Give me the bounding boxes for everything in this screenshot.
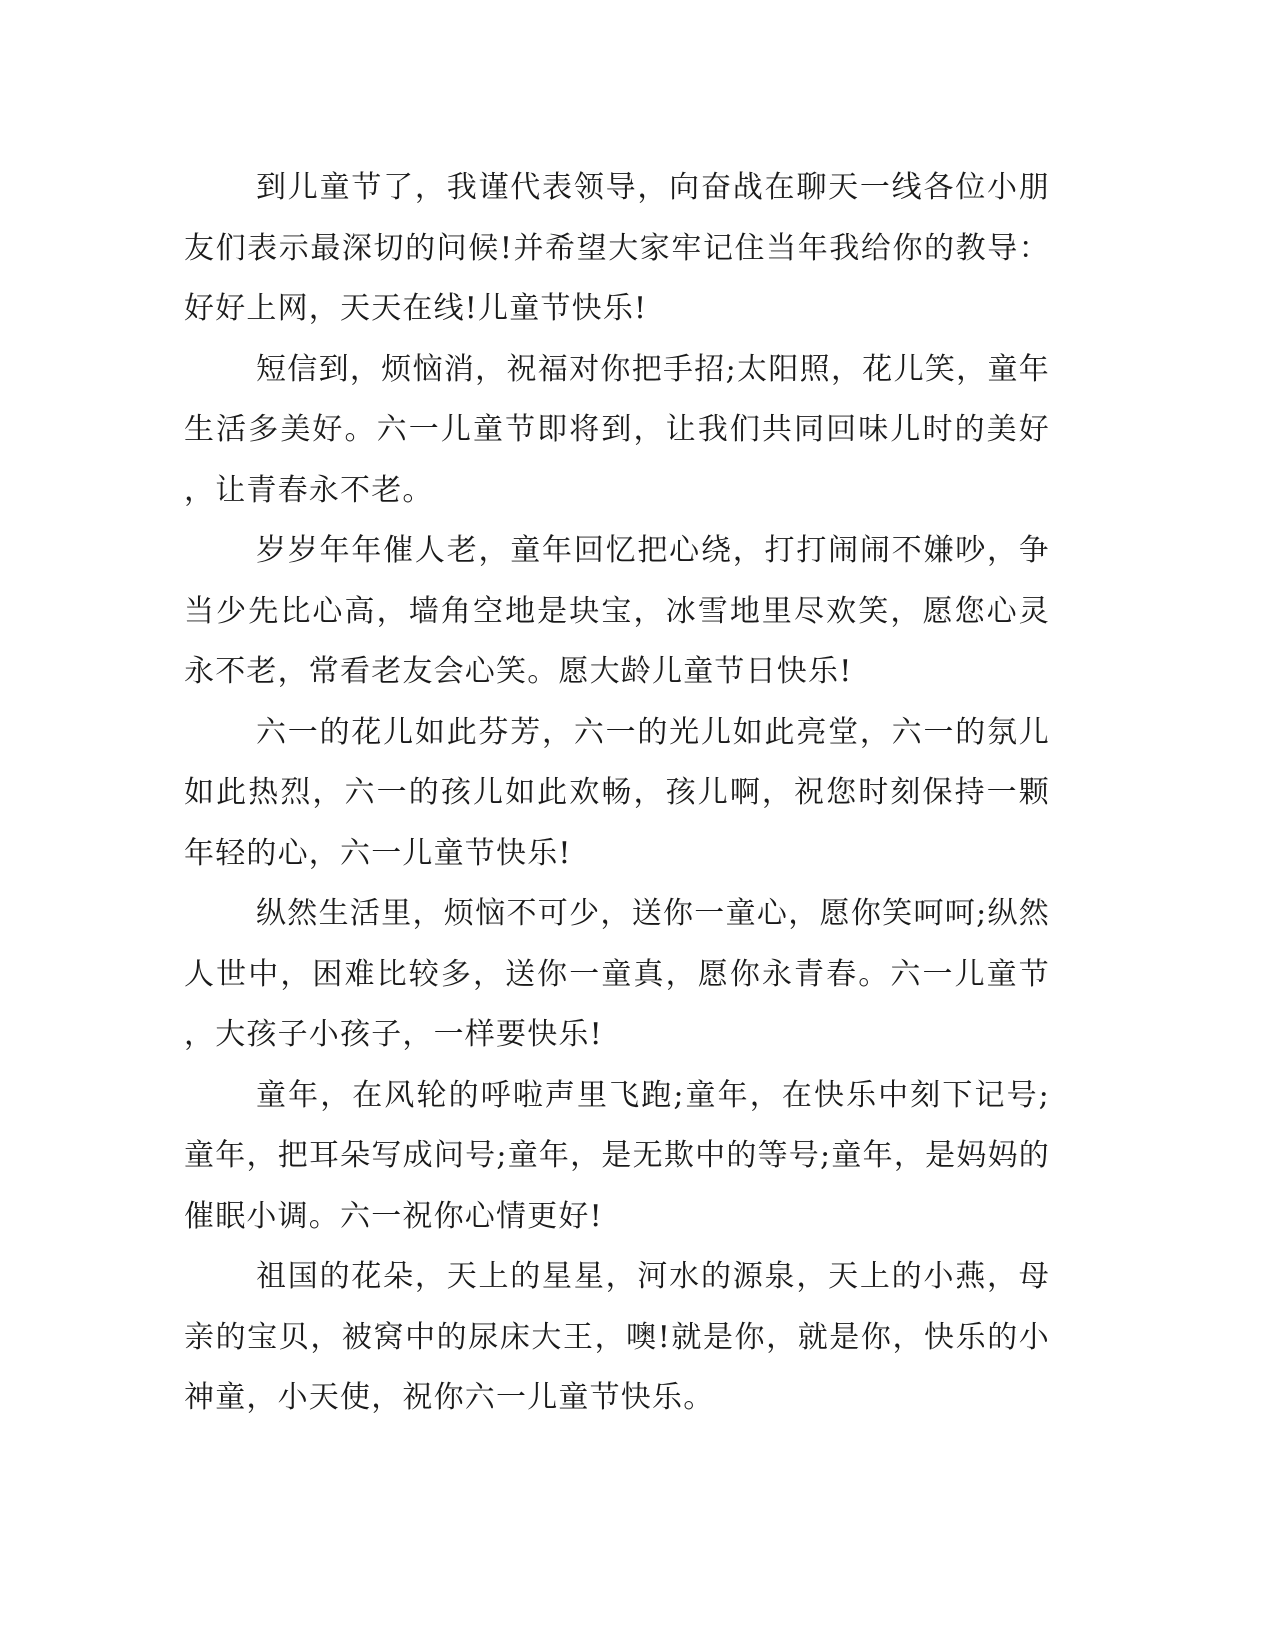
paragraph-5: 纵然生活里，烦恼不可少，送你一童心，愿你笑呵呵;纵然人世中，困难比较多，送你一童真，愿你永青春。六一儿童节，大孩子小孩子，一样要快乐! [184, 896, 1050, 1052]
paragraph-6: 童年，在风轮的呼啦声里飞跑;童年，在快乐中刻下记号;童年，把耳朵写成问号;童年，是无欺中的等号;童年，是妈妈的催眠小调。六一祝你心情更好! [184, 1077, 1050, 1234]
paragraph-7: 祖国的花朵，天上的星星，河水的源泉，天上的小燕，母亲的宝贝，被窝中的尿床大王，噢!就是你，就是你，快乐的小神童，小天使，祝你六一儿童节快乐。 [184, 1259, 1050, 1415]
document-body [184, 158, 1050, 1429]
paragraph-2: 短信到，烦恼消，祝福对你把手招;太阳照，花儿笑，童年生活多美好。六一儿童节即将到，让我们共同回味儿时的美好，让青春永不老。 [184, 351, 1050, 508]
paragraph-1: 到儿童节了，我谨代表领导，向奋战在聊天一线各位小朋友们表示最深切的问候!并希望大家牢记住当年我给你的教导：好好上网，天天在线!儿童节快乐! [184, 170, 1050, 326]
paragraph-4: 六一的花儿如此芬芳，六一的光儿如此亮堂，六一的氛儿如此热烈，六一的孩儿如此欢畅，孩儿啊，祝您时刻保持一颗年轻的心，六一儿童节快乐! [184, 714, 1050, 871]
paragraph-3: 岁岁年年催人老，童年回忆把心绕，打打闹闹不嫌吵，争当少先比心高，墙角空地是块宝，冰雪地里尽欢笑，愿您心灵永不老，常看老友会心笑。愿大龄儿童节日快乐! [184, 533, 1050, 689]
